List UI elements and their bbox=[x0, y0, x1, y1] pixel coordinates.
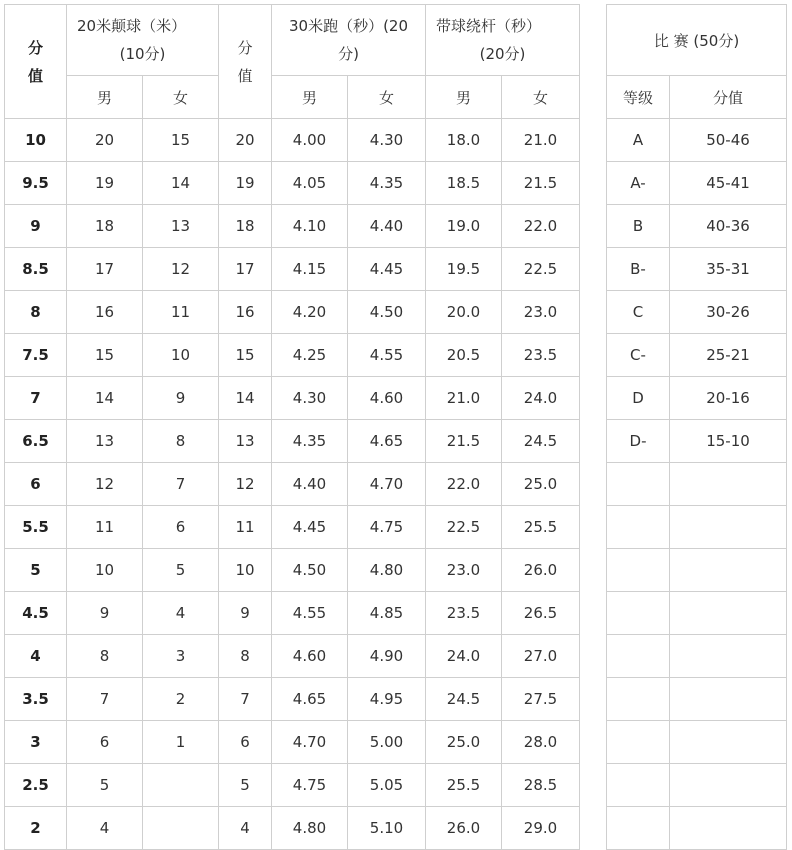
table-row bbox=[5, 291, 580, 334]
value-cell: 23.5 bbox=[502, 334, 580, 377]
table-row bbox=[5, 162, 580, 205]
value-cell: 14 bbox=[67, 377, 143, 420]
value-cell: 4.55 bbox=[272, 592, 348, 635]
score-header: 分 值 bbox=[5, 5, 67, 119]
grade-score-header: 分值 bbox=[670, 76, 787, 119]
value-cell: 4.85 bbox=[348, 592, 426, 635]
value-cell: 27.0 bbox=[502, 635, 580, 678]
score2-header: 分 值 bbox=[219, 5, 272, 119]
value-cell: 4.45 bbox=[348, 248, 426, 291]
table-row bbox=[607, 549, 787, 592]
grade-cell: C bbox=[607, 291, 670, 334]
value-cell: 20 bbox=[67, 119, 143, 162]
table-row bbox=[5, 377, 580, 420]
value-cell: 3 bbox=[143, 635, 219, 678]
value-cell: 24.5 bbox=[426, 678, 502, 721]
score-cell: 8.5 bbox=[5, 248, 67, 291]
grade-cell: D- bbox=[607, 420, 670, 463]
value-cell: 15 bbox=[143, 119, 219, 162]
grade-cell bbox=[607, 721, 670, 764]
table-row bbox=[607, 248, 787, 291]
table-row bbox=[5, 764, 580, 807]
table-row bbox=[5, 592, 580, 635]
table-row bbox=[5, 635, 580, 678]
grade-score-cell: 35-31 bbox=[670, 248, 787, 291]
value-cell: 4.10 bbox=[272, 205, 348, 248]
value-cell: 4.00 bbox=[272, 119, 348, 162]
value-cell: 22.5 bbox=[426, 506, 502, 549]
grade-score-cell: 50-46 bbox=[670, 119, 787, 162]
value-cell: 15 bbox=[219, 334, 272, 377]
table-row bbox=[607, 807, 787, 850]
value-cell: 7 bbox=[143, 463, 219, 506]
value-cell: 4.50 bbox=[272, 549, 348, 592]
value-cell: 4.60 bbox=[348, 377, 426, 420]
value-cell: 22.0 bbox=[502, 205, 580, 248]
score-cell: 9.5 bbox=[5, 162, 67, 205]
score-cell: 5.5 bbox=[5, 506, 67, 549]
score-cell: 3 bbox=[5, 721, 67, 764]
value-cell: 24.0 bbox=[426, 635, 502, 678]
value-cell: 4.30 bbox=[272, 377, 348, 420]
table-row bbox=[607, 635, 787, 678]
table-row bbox=[607, 764, 787, 807]
value-cell: 15 bbox=[67, 334, 143, 377]
value-cell: 26.0 bbox=[502, 549, 580, 592]
value-cell: 14 bbox=[143, 162, 219, 205]
value-cell: 13 bbox=[67, 420, 143, 463]
table-row bbox=[607, 721, 787, 764]
value-cell: 5.05 bbox=[348, 764, 426, 807]
grade-cell: A- bbox=[607, 162, 670, 205]
grade-cell bbox=[607, 635, 670, 678]
value-cell: 10 bbox=[219, 549, 272, 592]
table-row bbox=[607, 506, 787, 549]
value-cell: 7 bbox=[67, 678, 143, 721]
score-cell: 6 bbox=[5, 463, 67, 506]
value-cell: 18.0 bbox=[426, 119, 502, 162]
value-cell: 4.40 bbox=[348, 205, 426, 248]
grade-score-cell: 45-41 bbox=[670, 162, 787, 205]
grade-cell bbox=[607, 764, 670, 807]
table-row bbox=[607, 377, 787, 420]
table-row bbox=[5, 807, 580, 850]
table-row bbox=[5, 420, 580, 463]
value-cell: 6 bbox=[67, 721, 143, 764]
value-cell: 21.0 bbox=[426, 377, 502, 420]
score-cell: 7.5 bbox=[5, 334, 67, 377]
grade-cell bbox=[607, 592, 670, 635]
value-cell: 4.70 bbox=[348, 463, 426, 506]
grade-score-cell: 20-16 bbox=[670, 377, 787, 420]
value-cell: 4.80 bbox=[348, 549, 426, 592]
value-cell: 4.45 bbox=[272, 506, 348, 549]
female-header: 女 bbox=[143, 76, 219, 119]
value-cell: 4.15 bbox=[272, 248, 348, 291]
value-cell: 17 bbox=[67, 248, 143, 291]
value-cell: 6 bbox=[219, 721, 272, 764]
score-cell: 2.5 bbox=[5, 764, 67, 807]
value-cell: 26.0 bbox=[426, 807, 502, 850]
value-cell: 20.0 bbox=[426, 291, 502, 334]
table-row bbox=[5, 248, 580, 291]
value-cell: 4.20 bbox=[272, 291, 348, 334]
value-cell: 5 bbox=[219, 764, 272, 807]
score-cell: 8 bbox=[5, 291, 67, 334]
scoring-table bbox=[4, 4, 580, 850]
value-cell: 23.5 bbox=[426, 592, 502, 635]
value-cell: 4.35 bbox=[272, 420, 348, 463]
value-cell: 22.5 bbox=[502, 248, 580, 291]
grade-header: 等级 bbox=[607, 76, 670, 119]
grade-score-cell bbox=[670, 506, 787, 549]
value-cell: 4.25 bbox=[272, 334, 348, 377]
grade-score-cell bbox=[670, 592, 787, 635]
female-header: 女 bbox=[502, 76, 580, 119]
value-cell: 4.05 bbox=[272, 162, 348, 205]
value-cell: 19.5 bbox=[426, 248, 502, 291]
value-cell: 27.5 bbox=[502, 678, 580, 721]
value-cell: 14 bbox=[219, 377, 272, 420]
grade-score-cell bbox=[670, 764, 787, 807]
grade-cell bbox=[607, 807, 670, 850]
value-cell: 4.90 bbox=[348, 635, 426, 678]
value-cell: 8 bbox=[143, 420, 219, 463]
match-header: 比 赛 (50分) bbox=[607, 5, 787, 76]
table-row bbox=[5, 549, 580, 592]
value-cell: 11 bbox=[143, 291, 219, 334]
value-cell: 4.80 bbox=[272, 807, 348, 850]
dribble-20m-header: 20米颠球（米） (10分) bbox=[67, 5, 219, 76]
value-cell: 1 bbox=[143, 721, 219, 764]
grade-score-cell bbox=[670, 721, 787, 764]
value-cell: 7 bbox=[219, 678, 272, 721]
value-cell: 4.30 bbox=[348, 119, 426, 162]
table-row bbox=[607, 205, 787, 248]
value-cell: 11 bbox=[67, 506, 143, 549]
score-cell: 9 bbox=[5, 205, 67, 248]
grade-cell: D bbox=[607, 377, 670, 420]
grade-score-cell: 30-26 bbox=[670, 291, 787, 334]
table-row bbox=[607, 420, 787, 463]
value-cell: 9 bbox=[67, 592, 143, 635]
value-cell: 26.5 bbox=[502, 592, 580, 635]
value-cell: 4.75 bbox=[348, 506, 426, 549]
value-cell: 13 bbox=[143, 205, 219, 248]
value-cell: 13 bbox=[219, 420, 272, 463]
grade-cell bbox=[607, 506, 670, 549]
dribble-poles-header: 带球绕杆（秒） (20分) bbox=[426, 5, 580, 76]
grade-cell: A bbox=[607, 119, 670, 162]
value-cell: 4.75 bbox=[272, 764, 348, 807]
value-cell: 24.5 bbox=[502, 420, 580, 463]
male-header: 男 bbox=[426, 76, 502, 119]
value-cell: 21.5 bbox=[426, 420, 502, 463]
score-cell: 4 bbox=[5, 635, 67, 678]
table-row bbox=[607, 592, 787, 635]
score-cell: 2 bbox=[5, 807, 67, 850]
table-row bbox=[5, 119, 580, 162]
value-cell: 4.70 bbox=[272, 721, 348, 764]
grade-score-cell bbox=[670, 678, 787, 721]
value-cell: 4.35 bbox=[348, 162, 426, 205]
score-cell: 4.5 bbox=[5, 592, 67, 635]
value-cell: 16 bbox=[67, 291, 143, 334]
value-cell: 23.0 bbox=[502, 291, 580, 334]
value-cell: 4.95 bbox=[348, 678, 426, 721]
value-cell: 4.55 bbox=[348, 334, 426, 377]
value-cell: 28.5 bbox=[502, 764, 580, 807]
value-cell bbox=[143, 807, 219, 850]
grade-cell: B bbox=[607, 205, 670, 248]
value-cell: 24.0 bbox=[502, 377, 580, 420]
value-cell: 12 bbox=[143, 248, 219, 291]
value-cell: 5.10 bbox=[348, 807, 426, 850]
table-row bbox=[607, 162, 787, 205]
grade-score-cell bbox=[670, 549, 787, 592]
value-cell: 23.0 bbox=[426, 549, 502, 592]
value-cell: 12 bbox=[67, 463, 143, 506]
match-grade-table bbox=[606, 4, 787, 850]
table-row bbox=[5, 334, 580, 377]
value-cell: 6 bbox=[143, 506, 219, 549]
table-row bbox=[5, 678, 580, 721]
grade-score-cell bbox=[670, 635, 787, 678]
value-cell: 5 bbox=[143, 549, 219, 592]
grade-score-cell bbox=[670, 463, 787, 506]
score-cell: 5 bbox=[5, 549, 67, 592]
value-cell: 4.60 bbox=[272, 635, 348, 678]
table-row bbox=[607, 334, 787, 377]
value-cell: 17 bbox=[219, 248, 272, 291]
value-cell: 19 bbox=[219, 162, 272, 205]
score-cell: 6.5 bbox=[5, 420, 67, 463]
table-row bbox=[5, 506, 580, 549]
table-row bbox=[607, 463, 787, 506]
value-cell: 25.5 bbox=[426, 764, 502, 807]
grade-cell: C- bbox=[607, 334, 670, 377]
value-cell: 18 bbox=[219, 205, 272, 248]
value-cell: 4 bbox=[219, 807, 272, 850]
grade-cell: B- bbox=[607, 248, 670, 291]
value-cell: 4 bbox=[67, 807, 143, 850]
value-cell: 5.00 bbox=[348, 721, 426, 764]
value-cell: 18 bbox=[67, 205, 143, 248]
value-cell bbox=[143, 764, 219, 807]
value-cell: 19 bbox=[67, 162, 143, 205]
value-cell: 25.0 bbox=[502, 463, 580, 506]
value-cell: 25.0 bbox=[426, 721, 502, 764]
grade-score-cell: 15-10 bbox=[670, 420, 787, 463]
value-cell: 9 bbox=[219, 592, 272, 635]
grade-score-cell bbox=[670, 807, 787, 850]
score-cell: 10 bbox=[5, 119, 67, 162]
table-row bbox=[5, 721, 580, 764]
value-cell: 20 bbox=[219, 119, 272, 162]
value-cell: 4.65 bbox=[272, 678, 348, 721]
table-row bbox=[5, 205, 580, 248]
male-header: 男 bbox=[67, 76, 143, 119]
score-cell: 7 bbox=[5, 377, 67, 420]
table-row bbox=[5, 463, 580, 506]
grade-cell bbox=[607, 678, 670, 721]
female-header: 女 bbox=[348, 76, 426, 119]
value-cell: 22.0 bbox=[426, 463, 502, 506]
grade-score-cell: 40-36 bbox=[670, 205, 787, 248]
value-cell: 28.0 bbox=[502, 721, 580, 764]
table-row bbox=[607, 678, 787, 721]
value-cell: 8 bbox=[219, 635, 272, 678]
value-cell: 19.0 bbox=[426, 205, 502, 248]
value-cell: 5 bbox=[67, 764, 143, 807]
grade-score-cell: 25-21 bbox=[670, 334, 787, 377]
value-cell: 21.0 bbox=[502, 119, 580, 162]
value-cell: 11 bbox=[219, 506, 272, 549]
value-cell: 29.0 bbox=[502, 807, 580, 850]
score-cell: 3.5 bbox=[5, 678, 67, 721]
value-cell: 4.40 bbox=[272, 463, 348, 506]
value-cell: 16 bbox=[219, 291, 272, 334]
grade-cell bbox=[607, 463, 670, 506]
grade-cell bbox=[607, 549, 670, 592]
value-cell: 4.50 bbox=[348, 291, 426, 334]
value-cell: 4.65 bbox=[348, 420, 426, 463]
value-cell: 8 bbox=[67, 635, 143, 678]
value-cell: 10 bbox=[143, 334, 219, 377]
table-row bbox=[607, 291, 787, 334]
value-cell: 25.5 bbox=[502, 506, 580, 549]
value-cell: 20.5 bbox=[426, 334, 502, 377]
value-cell: 12 bbox=[219, 463, 272, 506]
value-cell: 9 bbox=[143, 377, 219, 420]
value-cell: 10 bbox=[67, 549, 143, 592]
value-cell: 2 bbox=[143, 678, 219, 721]
value-cell: 18.5 bbox=[426, 162, 502, 205]
run-30m-header: 30米跑（秒）(20 分) bbox=[272, 5, 426, 76]
value-cell: 21.5 bbox=[502, 162, 580, 205]
table-row bbox=[607, 119, 787, 162]
value-cell: 4 bbox=[143, 592, 219, 635]
male-header: 男 bbox=[272, 76, 348, 119]
